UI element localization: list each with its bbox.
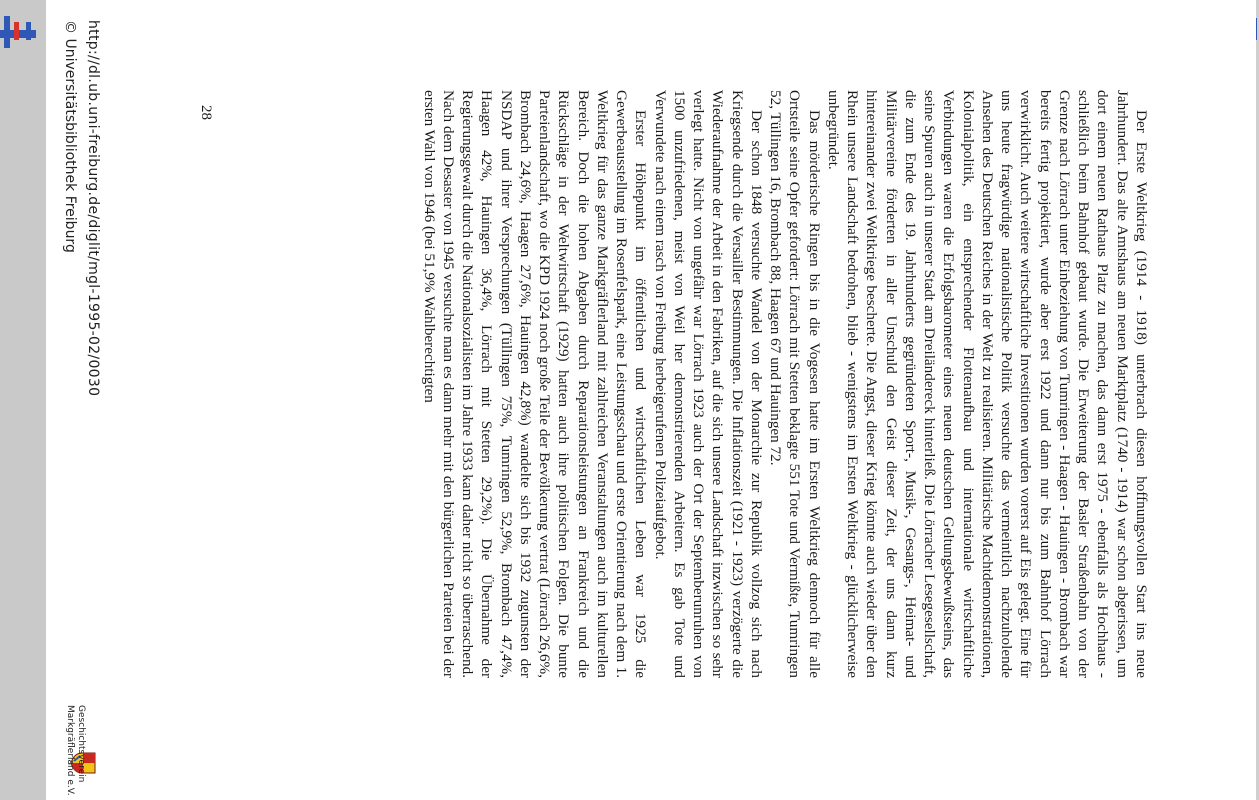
society-region: Markgräflerland e.V. [65, 705, 75, 796]
color-bar-icon [26, 22, 31, 40]
paragraph: Der schon 1848 versuchte Wandel von der Monarchie zur Republik vollzog sich nach Kriegsende durch die Versailler Bestimmungen. Die Inflationszeit (1921 - 1923) verzögerte die Wiederaufnahme der Arbeit in den Fabriken, auf die sich unsere Landschaft inzwischen so sehr verlegt hatte. Nicht von ungefähr war Lörrach 1923 auch der Ort der Septemberunruhen von 1500 unzufriedenen, meist von Weil her demonstrierenden Arbeitern. Es gab Tote und Verwundete nach einem rasch von Freiburg herbeigerufenen Polizeiaufgebot. [651, 90, 765, 678]
scanned-page [46, 0, 1256, 800]
society-name: Geschichtsverein [76, 705, 86, 783]
paragraph: Erster Höhepunkt im öffentlichen und wirtschaftlichen Leben war 1925 die Gewerbeausstellung im Rosenfelspark, eine Leistungsschau und erste Orientierung nach dem 1. Weltkrieg für das ganze Markgräflerland mit zahlreichen Veranstaltungen auch im kulturellen Bereich. Doch die hohen Abgaben durch Reparationsleistungen an Frankreich und die Rückschläge in der Weltwirtschaft (1929) hatten auch ihre politischen Folgen. Die bunte Parteienlandschaft, wo die KPD 1924 noch große Teile der Bevölkerung vertrat (Lörrach 26,6%, Brombach 24,6%, Haagen 27,6%, Hauingen 42,8%) wandelte sich bis 1932 zugunsten der NSDAP und ihrer Versprechungen (Tüllingen 75%, Tumringen 52,9%, Brombach 47,4%, Haagen 42%, Hauingen 36,4%, Lörrach mit Stetten 29,2%). Die Übernahme der Regierungsgewalt durch die Nationalsozialisten im Jahre 1933 kam daher nicht so überraschend. Nach dem Desaster von 1945 versuchte man es dann mehr mit den bürgerlichen Parteien bei der ersten Wahl von 1946 (bei 51,9% Wahlberechtigten [420, 90, 650, 678]
society-credit [64, 705, 86, 796]
library-credit: © Universitätsbibliothek Freiburg [62, 20, 78, 253]
color-bar-icon [4, 16, 10, 48]
page-number: 28 [198, 105, 214, 120]
source-url[interactable]: http://dl.ub.uni-freiburg.de/diglit/mgl-1995-02/0030 [85, 20, 101, 397]
color-bar-icon [14, 22, 19, 40]
left-margin-strip [0, 0, 46, 800]
paragraph: Das mörderische Ringen bis in die Vogesen hatte im Ersten Weltkrieg dennoch für alle Ortsteile seine Opfer gefordert: Lörrach mit Stetten beklagte 551 Tote und Vermißte, Tumringen 52, Tüllingen 16, Brombach 88, Haagen 67 und Hauingen 72. [767, 90, 823, 678]
paragraph: Der Erste Weltkrieg (1914 - 1918) unterbrach diesen hoffnungsvollen Start ins neue Jahrhundert. Das alte Amtshaus am neuen Marktplatz (1740 - 1914) war schon abgerissen, um dort einem neuen Rathaus Platz zu machen, das dann erst 1975 - ebenfalls als Hochhaus - schließlich beim Bahnhof gebaut wurde. Die Erweiterung der Basler Straßenbahn von der Grenze nach Lörrach unter Einbeziehung von Tumringen - Haagen - Hauingen - Brombach war bereits fertig projektiert, wurde aber erst 1922 und dann nur bis zum Bahnhof Lörrach verwirklicht. Auch weitere wirtschaftliche Investitionen wurden vorerst auf Eis gelegt. Eine für uns heute fragwürdige nationalistische Politik versuchte das vermeintlich nachzuholende Ansehen des Deutschen Reiches in der Welt zu realisieren. Militärische Machtdemonstrationen, Kolonialpolitik, ein entsprechender Flottenaufbau und internationale wirtschaftliche Verbindungen waren die Erfolgsbarometer eines neuen deutschen Geltungsbewußtseins, das seine Spuren auch in unserer Stadt am Dreiländereck hinterließ. Die Lörracher Lesegesellschaft, die zum Ende des 19. Jahrhunderts gegründeten Sport-, Musik-, Gesangs-, Heimat- und Militärvereine förderten in aller Unschuld den Geist dieser Zeit, der uns dann kurz hintereinander zwei Weltkriege bescherte. Die Angst, dieser Krieg könnte auch wieder über den Rhein unsere Landschaft bedrohen, blieb - wenigstens im Ersten Weltkrieg - glücklicherweise unbegründet. [825, 90, 1150, 678]
body-text [420, 90, 1152, 678]
